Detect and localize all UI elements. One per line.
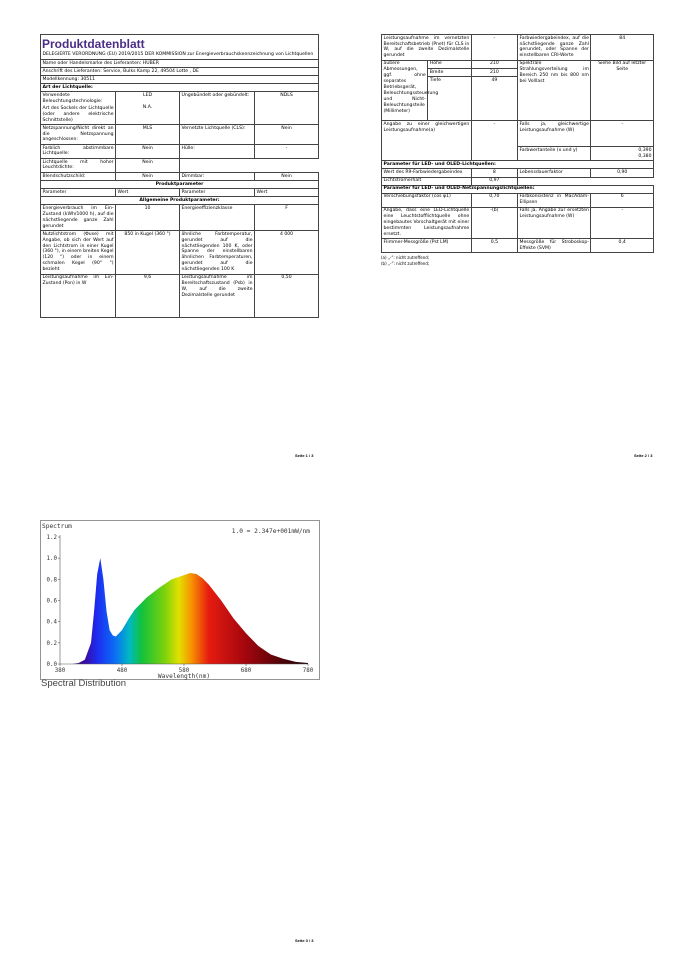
lumen-maintenance-label: Lichtstromerhalt [382, 177, 472, 185]
energy-consumption-value: 10 [116, 205, 180, 231]
depth-value: 49 [471, 77, 517, 121]
datasheet-page-1 [40, 34, 319, 318]
anti-glare-label: Blendschutzschild: [41, 172, 116, 180]
footnote-a: (a) „-“: nicht zutreffend; [381, 255, 430, 261]
on-mode-power-value: 9,6 [116, 274, 180, 317]
chromaticity-label: Farbwertanteile (x und y) [517, 147, 590, 161]
luminous-flux-label: Nutzlichtstrom (Φuse) mit Angabe, ob sich der Wert auf den Lichtstrom in einer Kugel (360 °), in einem breiten Kegel (120 °) oder in einem schmalen Kegel (90° °) bezieht [42, 231, 114, 273]
technology-value: LED [143, 92, 153, 98]
general-params-heading: Allgemeine Produktparameter: [41, 197, 319, 205]
dimmable-label: Dimmbar: [179, 172, 254, 180]
x-tick-label: 580 [178, 668, 190, 674]
color-consistency-value: 6 [591, 193, 654, 207]
x-tick-label: 480 [116, 668, 128, 674]
socket-label: Art des Sockels der Lichtquelle (oder andere elektrische Schnittstelle) [42, 105, 114, 123]
depth-label: Tiefe [428, 77, 472, 121]
param-header: Parameter [179, 189, 254, 197]
energy-consumption-label: Energieverbrauch im Ein-Zustand (kWh/1000 h), auf die nächstliegende ganze Zahl gerundet [42, 205, 114, 229]
y-tick-label: 0.2 [46, 640, 57, 647]
envelope-value: - [255, 144, 319, 158]
chromaticity-x-value: 0,390 [638, 147, 652, 153]
y-tick-label: 0.6 [46, 598, 57, 605]
cri-label: Farbwiedergabeindex, auf die nächstliegende ganze Zahl gerundet, oder Spanne der einstellbaren CRI-Werte [519, 35, 589, 59]
x-tick-label: 680 [240, 668, 252, 674]
equivalent-power-label: Angabe zu einer gleichwertigen Leistungsaufnahme(a) [382, 121, 472, 161]
x-axis-label: Wavelength(nm) [157, 673, 211, 680]
datasheet-table-page-1 [40, 34, 319, 318]
page-number-2: Seite 2 / 3 [634, 453, 653, 458]
directional-label: Ungebündelt oder gebündelt: [179, 92, 254, 125]
lumen-maintenance-value: 0,97 [471, 177, 517, 185]
directional-value: NDLS [255, 92, 319, 125]
spectral-distribution-label: Spektrale Strahlungsverteilung im Bereich 250 nm bis 800 nm bei Volllast [517, 60, 590, 120]
datasheet-page-2 [381, 34, 654, 267]
energy-class-label: Energieeffizienzklasse [179, 205, 254, 231]
width-value: 210 [471, 68, 517, 76]
spectrum-label: Spectrum [42, 523, 72, 530]
supplier-address: Anschrift des Lieferanten: Service, Bulks Kamp 22, 49504 Lotte , DE [41, 68, 319, 76]
cls-value: Nein [255, 125, 319, 145]
page-title: Produktdatenblatt [42, 37, 145, 51]
x-tick-label: 380 [54, 668, 66, 674]
fluorescent-replacement-value: -(b) [471, 207, 517, 239]
tunable-value: Nein [116, 144, 180, 158]
cls-label: Vernetzte Lichtquelle (CLS): [179, 125, 254, 145]
flicker-metric-value: 0,5 [471, 239, 517, 253]
equivalent-power-watts-value: - [591, 121, 654, 147]
energy-class-value: F [255, 205, 319, 231]
fluorescent-replacement-label: Angabe, dass eine LED-Lichtquelle eine Leuchtstofflichtquelle ohne eingebautes Vorschaltgerät mit einer bestimmten Leistungsaufnahme ersetzt. [383, 208, 470, 237]
datasheet-table-page-2 [381, 34, 654, 253]
spectrum-chart [40, 520, 320, 680]
technology-label: Verwendete Beleuchtungstechnologie: [42, 92, 103, 104]
width-label: Breite [428, 68, 472, 76]
spectral-distribution-value: Siehe Bild auf letzter Seite [591, 60, 654, 120]
y-tick-label: 0.0 [46, 662, 57, 668]
r9-value: 8 [471, 169, 517, 177]
footnote-b: (b) „-“: nicht zutreffend; [381, 261, 430, 267]
equivalent-power-watts-label: Falls ja, gleichwertige Leistungsaufnahme (W) [517, 121, 590, 147]
y-tick-label: 1.2 [46, 535, 57, 541]
displacement-factor-label: Verschiebungsfaktor (cos φ1) [382, 193, 472, 207]
envelope-label: Hülle: [179, 144, 254, 158]
page-number-3: Seite 3 / 3 [295, 938, 314, 943]
socket-value: N.A. [142, 104, 153, 110]
y-tick-label: 0.8 [46, 577, 57, 584]
cri-value: 84 [591, 35, 654, 61]
dimmable-value: Nein [255, 172, 319, 180]
displacement-factor-value: 0,70 [471, 193, 517, 207]
y-tick-label: 1.0 [46, 556, 57, 563]
height-value: 210 [471, 60, 517, 68]
x-tick-label: 780 [302, 668, 314, 674]
regulation-text: DELEGIERTE VERORDNUNG (EU) 2019/2015 DER KOMMISSION zur Energieverbrauchskennzeichnung von Lichtquellen [42, 52, 314, 57]
equivalent-power-value: - [471, 121, 517, 161]
networked-standby-value: - [471, 35, 517, 61]
mains-label: Netzspannung/Nicht direkt an die Netzspannung angeschlossen: [42, 125, 114, 143]
model-id: Modellkennung: 30511 [41, 76, 319, 84]
dimensions-label: äußere Abmessungen, ggf. ohne separates Betriebsgerät, Beleuchtungssteuerung und Nicht-Beleuchtungsteile (Millimeter) [382, 60, 428, 120]
tunable-label: Farblich abstimmbare Lichtquelle: [42, 145, 114, 157]
replaced-power-label: Falls ja, Angabe zur ersetzten Leistungsaufnahme (W) [517, 207, 590, 239]
stroboscopic-metric-value: 0,4 [591, 239, 654, 253]
r9-label: Wert des R9-Farbwiedergabeindex [382, 169, 472, 177]
product-params-heading: Produktparameter [41, 181, 319, 189]
value-header: Wert [116, 189, 180, 197]
stroboscopic-metric-label: Messgröße für Stroboskop-Effekte (SVM) [519, 240, 589, 251]
supplier-name: Name oder Handelsmarke des Lieferanten: HUBER [41, 59, 319, 67]
survival-factor-label: Lebensdauerfaktor [517, 169, 590, 177]
networked-standby-label: Leistungsaufnahme im vernetzten Bereitschaftsbetrieb (Pnet) für CLS in W, auf die zweite Dezimalstelle gerundet [383, 35, 470, 59]
page-number-1: Seite 1 / 3 [295, 453, 314, 458]
led-mains-params-heading: Parameter für LED- und OLED-Netzspannungslichtquellen: [382, 185, 654, 193]
standby-power-value: 0,50 [255, 274, 319, 317]
color-consistency-label: Farbkonsistenz in MacAdam-Ellipsen [519, 194, 589, 206]
high-luminance-label: Lichtquelle mit hoher Leuchtdichte: [42, 159, 114, 171]
light-type-heading: Art der Lichtquelle: [41, 84, 319, 92]
led-params-heading: Parameter für LED- und OLED-Lichtquellen: [382, 161, 654, 169]
mains-value: MLS [116, 125, 180, 145]
spectrum-caption: Spectral Distribution [41, 678, 127, 689]
color-temperature-label: ähnliche Farbtemperatur, gerundet auf die nächstliegenden 100 K, oder Spanne der einstellbaren ähnlichen Farbtemperaturen, gerundet auf die nächstliegenden 100 K [181, 231, 253, 273]
on-mode-power-label: Leistungsaufnahme im Ein-Zustand (Pon) in W [41, 274, 116, 317]
color-temperature-value: 4 000 [255, 231, 319, 275]
chromaticity-y-value: 0,380 [638, 153, 652, 159]
high-luminance-value: Nein [116, 158, 180, 172]
replaced-power-value: - [591, 207, 654, 239]
survival-factor-value: 0,90 [591, 169, 654, 177]
param-header: Parameter [41, 189, 116, 197]
standby-power-label: Leistungsaufnahme im Bereitschaftszustand (Psb) in W, auf die zweite Dezimalstelle gerundet [179, 274, 254, 317]
height-label: Höhe [428, 60, 472, 68]
value-header: Wert [255, 189, 319, 197]
luminous-flux-value: 850 in Kugel (360 °) [116, 231, 180, 275]
flicker-metric-label: Flimmer-Messgröße (Pst LM) [382, 239, 472, 253]
anti-glare-value: Nein [116, 172, 180, 180]
y-tick-label: 0.4 [46, 619, 57, 626]
spectrum-scale: 1.0 = 2.347e+001mW/nm [231, 528, 310, 535]
